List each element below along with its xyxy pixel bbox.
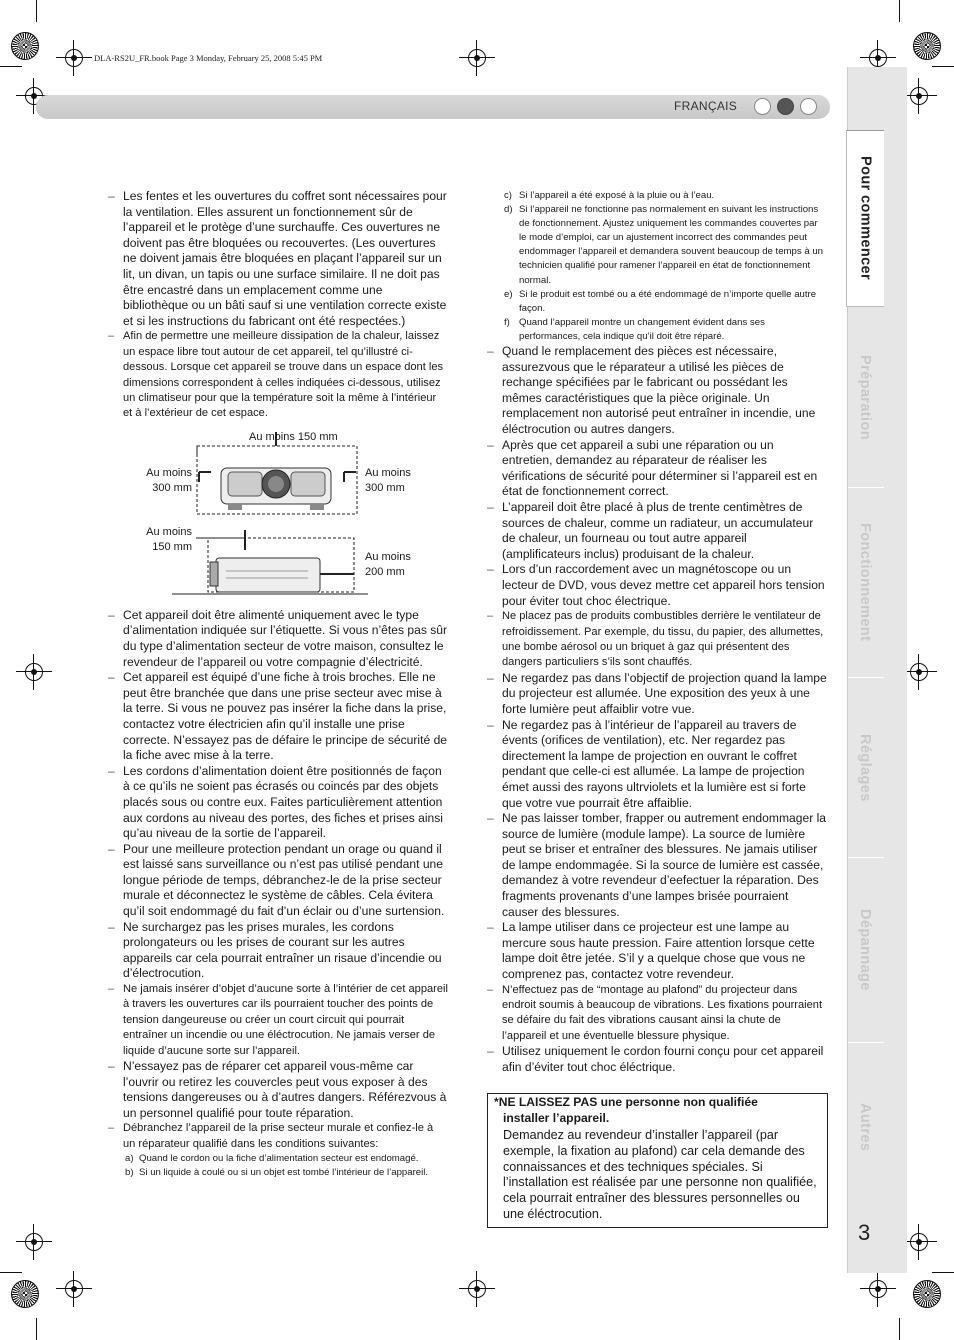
- page-number: 3: [858, 1220, 871, 1245]
- sub-item-key: e): [504, 288, 513, 300]
- sub-item: [487, 288, 827, 316]
- side-tab-divider: [848, 1042, 884, 1043]
- registration-crosshair-icon: [62, 1277, 86, 1301]
- list-item: – Débranchez l’appareil de la prise secteur murale et confiez-le à un réparateur qualifié dans les conditions suivantes:: [108, 1121, 448, 1152]
- list-item: – N’essayez pas de réparer cet appareil vous-même car l’ouvrir ou retirez les couvercles peut vous exposer à des tensions dangereuses ou à d’autres dangers. Référezvous à un personnel qualifié pour toute réparation.: [108, 1059, 448, 1121]
- list-item: – Les cordons d’alimentation doient être positionnés de façon à ce qu’ils ne soient pas écrasés ou coincés par des objets placés sous ou contre eux. Faites particulièrement attention aux cordons au niveau des portes, des fiches et prises ainsi qu’au niveau de la sortie de l’appareil.: [108, 764, 448, 842]
- language-dot-icon: [800, 98, 817, 115]
- list-item: – Après que cet appareil a subi une réparation ou un entretien, demandez au réparateur de réaliser les vérifications de sécurité pour déterminer si l’appareil est en état de fonctionnement correct.: [487, 438, 827, 500]
- sub-item: [487, 189, 827, 203]
- list-item: – L’appareil doit être placé à plus de trente centimètres de sources de chaleur, comme un radiateur, un accumulateur de chaleur, un fourneau ou tout autre appareil (amplificateurs inclus) produisant de la chaleur.: [487, 500, 827, 562]
- registration-sunburst-icon: [913, 1280, 941, 1308]
- clearance-left-front: Au moins 300 mm: [146, 466, 192, 494]
- side-tab-divider: [848, 677, 884, 678]
- clearance-left-side: Au moins 150 mm: [146, 525, 192, 553]
- sub-item-key: c): [504, 190, 512, 201]
- side-tab-pour-commencer[interactable]: [846, 130, 884, 307]
- registration-crosshair-icon: [22, 660, 46, 684]
- side-tab-fonctionnement[interactable]: [846, 490, 884, 675]
- list-item: – Cet appareil doit être alimenté uniquement avec le type d’alimentation indiquée sur l’étiquette. Si vous n’êtes pas sûr du type d’alimentation secteur de votre maison, consultez le revendeur de l’appareil ou votre compagnie d’électricité.: [108, 608, 448, 670]
- list-item: – N’effectuez pas de “montage au plafond” du projecteur dans endroit soumis à beaucoup de vibrations. Les fixations pourraient se défaire du fait des vibrations causant ainsi la chute de l’appareil et une éventuelle blessure physique.: [487, 983, 827, 1045]
- registration-crosshair-icon: [62, 46, 86, 70]
- side-tab-label: Dépannage: [857, 909, 873, 991]
- trim-line: [36, 0, 37, 22]
- list-item: – Ne jamais insérer d’objet d’aucune sorte à l’intérier de cet appareil à travers les ouvertures car ils pourraient toucher des points de tension dangeureuse ou créer un court circuit qui pourrait entraîner un incendie ou une éléctrocution. Ne jamais verser de liquide d’aucune sorte sur l’appareil.: [108, 982, 448, 1059]
- list-item: – Ne pas laisser tomber, frapper ou autrement endommager la source de lumière (module lampe). La source de lumière peut se briser et entraîner des blessures. Ne jamais utiliser de lampe endommagée. Si la source de lumière est cassée, demandez à votre revendeur d’eefectuer la réparation. Des fragments provenants d’une lampes brisée pourraient causer des blessures.: [487, 811, 827, 920]
- warning-title: [494, 1095, 821, 1126]
- sub-item-text: Si un liquide à coulé ou si un objet est tombé l’intérieur de l’appareil.: [139, 1167, 429, 1179]
- registration-crosshair-icon: [465, 1277, 489, 1301]
- language-label: FRANÇAIS: [674, 99, 738, 113]
- sub-item-text: Si l’appareil ne fonctionne pas normalement en suivant les instructions de fonctionnement. Ajustez uniquement les commandes couvertes par le mode d’emploi, car un ajustement incorrect des commandes peut endommager l’appareil et demandera souvent beaucoup de temps à un technicien qualifié pour ramener l’appareil en état de fonctionnement normal.: [519, 204, 824, 286]
- clearance-right-front: Au moins 300 mm: [365, 466, 411, 494]
- list-item: – Afin de permettre une meilleure dissipation de la chaleur, laissez un espace libre tout autour de cet appareil, tel qu’illustré ci-dessous. Lorsque cet appareil se trouve dans un espace dont les dimensions correspondent à celles indiquées ci-dessous, utilisez un climatiseur pour que la température soit la même à l’intérieur et à l’extérieur de cet espace.: [108, 329, 448, 421]
- sub-item-key: d): [504, 204, 513, 216]
- side-tab-label: Préparation: [857, 355, 873, 440]
- trim-line: [932, 66, 954, 67]
- sub-item-text: Quand l’appareil montre un changement évident dans ses performances, cela indique qu’il doit être réparé.: [519, 316, 765, 342]
- registration-crosshair-icon: [907, 84, 931, 108]
- warning-title-line: installer l’appareil.: [503, 1110, 610, 1125]
- list-item: – Utilisez uniquement le cordon fourni conçu pour cet appareil afin d’éviter tout choc éléctrique.: [487, 1044, 827, 1075]
- registration-sunburst-icon: [11, 32, 39, 60]
- language-dot-icon: [754, 98, 771, 115]
- side-tab-divider: [848, 857, 884, 858]
- side-tab-autres[interactable]: [846, 1045, 884, 1210]
- side-tab-depannage[interactable]: [846, 860, 884, 1040]
- registration-crosshair-icon: [465, 46, 489, 70]
- warning-body: Demandez au revendeur d’installer l’appareil (par exemple, la fixation au plafond) car cela demande des connaissances et des techniques spéciales. Si l’installation est réalisée par une personne non qualifiée, cela pourrait entraîner des blessures personnelles ou une éléctrocution.: [503, 1128, 817, 1221]
- list-item: – La lampe utiliser dans ce projecteur est une lampe au mercure sous haute pression. Faire attention lorsque cette lampe doit être jetée. S’il y a quelque chose que vous ne comprenez pas, contactez votre revendeur.: [487, 920, 827, 982]
- list-item: – Lors d’un raccordement avec un magnétoscope ou un lecteur de DVD, vous devez mettre cet appareil hors tension pour éviter tout choc électrique.: [487, 562, 827, 609]
- registration-sunburst-icon: [913, 32, 941, 60]
- trim-line: [899, 1318, 900, 1340]
- registration-crosshair-icon: [22, 1230, 46, 1254]
- sub-item-text: Quand le cordon ou la fiche d’alimentation secteur est endomagé.: [139, 1153, 419, 1165]
- side-tab-divider: [848, 487, 884, 488]
- registration-crosshair-icon: [907, 1230, 931, 1254]
- sub-item-key: f): [504, 316, 510, 328]
- registration-sunburst-icon: [11, 1280, 39, 1308]
- side-tab-label: Réglages: [857, 733, 873, 802]
- sub-item: [487, 203, 827, 288]
- right-column: [487, 189, 827, 1075]
- trim-line: [36, 1318, 37, 1340]
- list-item: – Cet appareil est équipé d’une fiche à trois broches. Elle ne peut être branchée que dans une prise secteur avec mise à la terre. Si vous ne pouvez pas insérer la fiche dans la prise, contactez votre électricien afin qu’il installe une prise correcte. N’essayez pas de défaire le principe de sécurité de la fiche avec mise à la terre.: [108, 670, 448, 764]
- sub-item-key: a): [125, 1153, 134, 1165]
- list-item: – Ne surchargez pas les prises murales, les cordons prolongateurs ou les prises de courant sur les autres appareils car cela pourrait entraîner un risaue d’incendie ou d’électrocution.: [108, 920, 448, 982]
- trim-line: [899, 0, 900, 22]
- side-tab-preparation[interactable]: [846, 310, 884, 485]
- sub-item: [108, 1166, 448, 1180]
- clearance-top: Au moins 150 mm: [249, 430, 338, 443]
- sub-item: [487, 316, 827, 344]
- registration-crosshair-icon: [866, 1277, 890, 1301]
- side-tab-reglages[interactable]: [846, 680, 884, 855]
- side-tab-label: Pour commencer: [857, 156, 874, 281]
- sub-item-text: Si l’appareil a été exposé à la pluie ou à l’eau.: [519, 190, 715, 201]
- list-item: – Les fentes et les ouvertures du coffret sont nécessaires pour la ventilation. Elles assurent un fonctionnement sûr de l’appareil et le protège d’une surchauffe. Ces ouvertures ne doivent pas être bloquées ou recouvertes. (Les ouvertures ne doivent jamais être bloquées en plaçant l’appareil sur un lit, un divan, un tapis ou une surface similaire. Il ne doit pas être encastré dans un emplacement comme une bibliothèque ou un bâti sauf si une ventilation correcte existe et si les instructions du fabricant ont été respectées.): [108, 189, 448, 329]
- clearance-diagram: [108, 426, 448, 602]
- side-tab-label: Fonctionnement: [857, 523, 873, 642]
- side-tab-label: Autres: [857, 1103, 873, 1152]
- sub-item-key: b): [125, 1167, 134, 1179]
- list-item: – Quand le remplacement des pièces est nécessaire, assurezvous que le réparateur a utilisé les pièces de rechange spécifiées par le fabricant ou possédant les mêmes caractéristiques que la pièce originale. Un remplacement non autorisé peut entraîner in incendie, une éléctrocution ou autres dangers.: [487, 344, 827, 438]
- warning-title-line: *NE LAISSEZ PAS une personne non qualifiée: [494, 1095, 758, 1109]
- warning-box: [487, 1093, 828, 1228]
- list-item: – Pour une meilleure protection pendant un orage ou quand il est laissé sans surveillance ou n’est pas utilisé pendant une longue période de temps, débranchez-le de la prise secteur murale et déconnectez le système de câbles. Cela évitera qu’il soit endommagé du fait d’un éclair ou d’une surtension.: [108, 842, 448, 920]
- trim-line: [932, 1272, 954, 1273]
- list-item: – Ne placez pas de produits combustibles derrière le ventilateur de refroidissement. Par exemple, du tissu, du papier, des allumettes, une bombe aérosol ou un briquet à gaz qui présentent des dangers particuliers s’ils sont chauffés.: [487, 609, 827, 671]
- language-dot-active-icon: [777, 98, 794, 115]
- trim-line: [0, 66, 22, 67]
- left-column: [108, 189, 448, 1180]
- trim-line: [0, 1272, 22, 1273]
- list-item: – Ne regardez pas dans l’objectif de projection quand la lampe du projecteur est allumée. Une exposition des yeux à une forte lumière peut affaiblir votre vue.: [487, 671, 827, 718]
- sub-item-text: Si le produit est tombé ou a été endommagé de n’importe quelle autre façon.: [519, 288, 817, 314]
- sub-item: [108, 1152, 448, 1166]
- clearance-right-side: Au moins 200 mm: [365, 550, 411, 578]
- book-header: DLA-RS2U_FR.book Page 3 Monday, February 25, 2008 5:45 PM: [94, 53, 323, 63]
- list-item: – Ne regardez pas à l’intérieur de l’appareil au travers de évents (orifices de ventilation), etc. Ner regardez pas directement la lampe de projection en ouvrant le coffret pendant que celle-ci est allumée. La lampe de projection émet aussi des rayons ultrviolets et la lumière est si forte que votre vue pourrait être affaiblie.: [487, 718, 827, 812]
- registration-crosshair-icon: [907, 660, 931, 684]
